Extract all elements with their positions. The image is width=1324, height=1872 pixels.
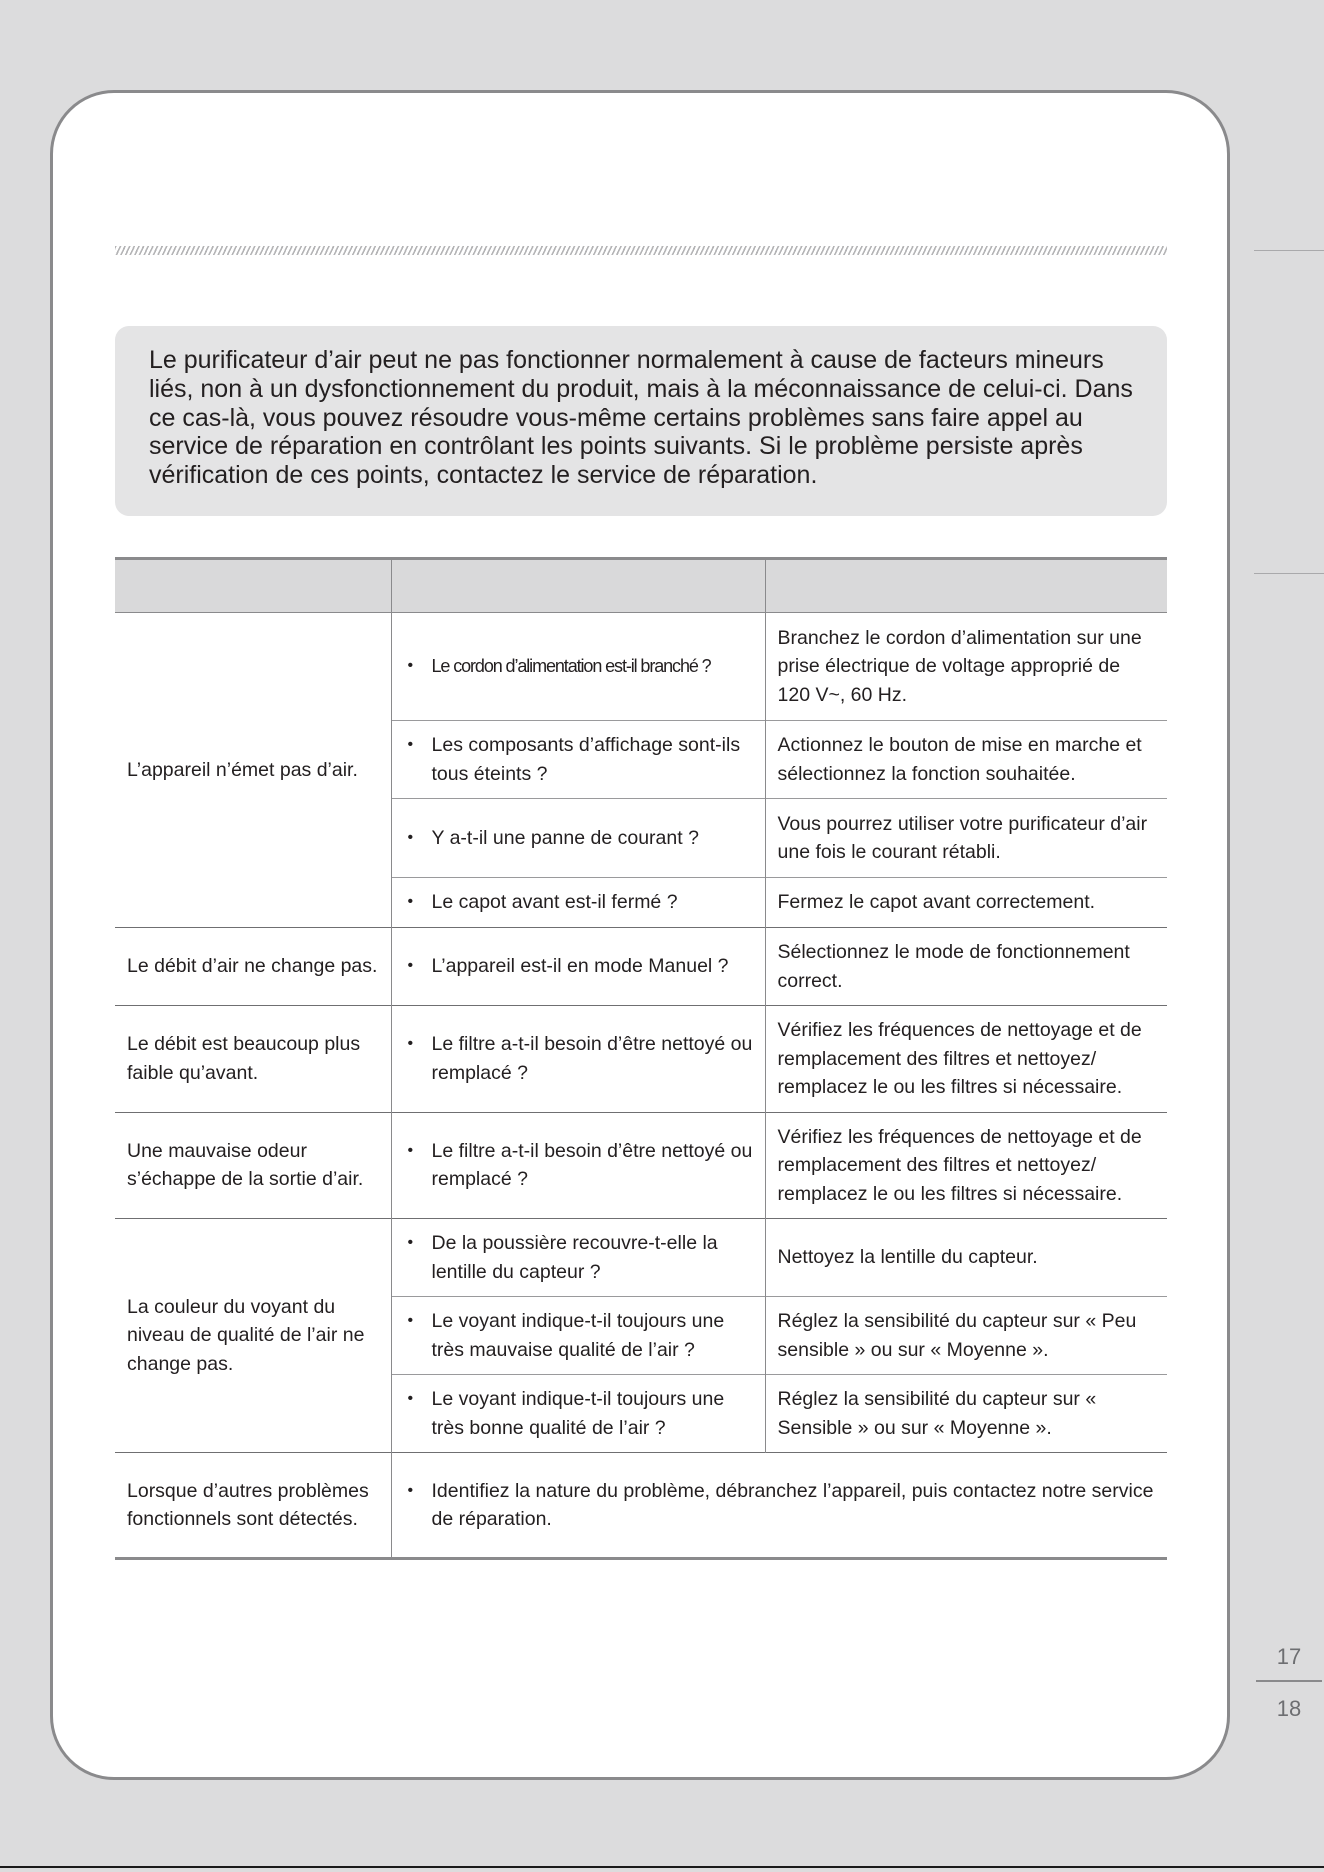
solution-cell: Actionnez le bouton de mise en marche et sélectionnez la fonction souhaitée. — [765, 721, 1167, 799]
symptom-cell: Lorsque d’autres problèmes fonctionnels sont détectés. — [115, 1453, 391, 1559]
check-cell — [391, 1297, 765, 1375]
symptom-cell: Une mauvaise odeur s’échappe de la sortie d’air. — [115, 1112, 391, 1219]
check-cell — [391, 1112, 765, 1219]
side-tab-divider — [1254, 573, 1324, 574]
troubleshooting-table — [115, 557, 1167, 1560]
table-row — [115, 1006, 1167, 1113]
check-cell — [391, 928, 765, 1006]
check-text: • Le filtre a-t-il besoin d’être nettoyé ou remplacé ? — [404, 1137, 753, 1194]
table-row — [115, 928, 1167, 1006]
table-row — [115, 1112, 1167, 1219]
solution-cell: Branchez le cordon d’alimentation sur une prise électrique de voltage approprié de 120 V~, 60 Hz. — [765, 613, 1167, 721]
solution-cell: Vous pourrez utiliser votre purificateur d’air une fois le courant rétabli. — [765, 799, 1167, 878]
check-text: • Le filtre a-t-il besoin d’être nettoyé ou remplacé ? — [404, 1030, 753, 1087]
symptom-cell: Le débit d’air ne change pas. — [115, 928, 391, 1006]
check-cell — [391, 1375, 765, 1453]
intro-box — [115, 326, 1167, 516]
check-cell — [391, 613, 765, 721]
solution-cell: Sélectionnez le mode de fonctionnement correct. — [765, 928, 1167, 1006]
check-cell — [391, 721, 765, 799]
check-text: • Le cordon d’alimentation est-il branché ? — [404, 652, 753, 681]
solution-cell: Vérifiez les fréquences de nettoyage et de remplacement des filtres et nettoyez/ remplacez le ou les filtres si nécessaire. — [765, 1112, 1167, 1219]
solution-cell: Nettoyez la lentille du capteur. — [765, 1219, 1167, 1297]
table-header-row — [115, 559, 1167, 613]
page-number-current: 17 — [1276, 1644, 1302, 1669]
header-problem — [115, 559, 391, 613]
solution-cell: Réglez la sensibilité du capteur sur « Peu sensible » ou sur « Moyenne ». — [765, 1297, 1167, 1375]
check-cell — [391, 1219, 765, 1297]
table-row — [115, 613, 1167, 721]
check-text: • Le capot avant est-il fermé ? — [404, 888, 753, 917]
symptom-cell: La couleur du voyant du niveau de qualité de l’air ne change pas. — [115, 1219, 391, 1453]
solution-cell: Réglez la sensibilité du capteur sur « Sensible » ou sur « Moyenne ». — [765, 1375, 1167, 1453]
check-text: • Le voyant indique-t-il toujours une très mauvaise qualité de l’air ? — [404, 1307, 753, 1364]
table-row — [115, 1219, 1167, 1297]
intro-text: Le purificateur d’air peut ne pas fonctionner normalement à cause de facteurs mineurs liés, non à un dysfonctionnement du produit, mais à la méconnaissance de celui-ci. Dans ce cas-là, vous pouvez résoudre vous-même certains problèmes sans faire appel au service de réparation en contrôlant les points suivants. Si le problème persiste après vérification de ces points, contactez le service de réparation. — [149, 346, 1133, 490]
page-number-next: 18 — [1276, 1696, 1302, 1721]
check-text: • Les composants d’affichage sont-ils tous éteints ? — [404, 731, 753, 788]
action-cell — [391, 1453, 1167, 1559]
header-solution — [765, 559, 1167, 613]
check-text: • Y a-t-il une panne de courant ? — [404, 824, 753, 853]
symptom-cell: Le débit est beaucoup plus faible qu’avant. — [115, 1006, 391, 1113]
check-cell — [391, 1006, 765, 1113]
solution-cell: Vérifiez les fréquences de nettoyage et de remplacement des filtres et nettoyez/ remplacez le ou les filtres si nécessaire. — [765, 1006, 1167, 1113]
check-text: • De la poussière recouvre-t-elle la lentille du capteur ? — [404, 1229, 753, 1286]
check-text: • L’appareil est-il en mode Manuel ? — [404, 952, 753, 981]
section-hatch-divider — [115, 246, 1167, 255]
check-cell — [391, 878, 765, 928]
side-tab-divider — [1254, 250, 1324, 251]
bottom-rule — [0, 1866, 1324, 1868]
header-check — [391, 559, 765, 613]
symptom-cell: L’appareil n’émet pas d’air. — [115, 613, 391, 928]
page-number-divider — [1256, 1680, 1322, 1682]
table-row — [115, 1453, 1167, 1559]
solution-cell: Fermez le capot avant correctement. — [765, 878, 1167, 928]
check-text: • Le voyant indique-t-il toujours une très bonne qualité de l’air ? — [404, 1385, 753, 1442]
action-text: • Identifiez la nature du problème, débranchez l’appareil, puis contactez notre service de réparation. — [404, 1477, 1156, 1534]
check-cell — [391, 799, 765, 878]
